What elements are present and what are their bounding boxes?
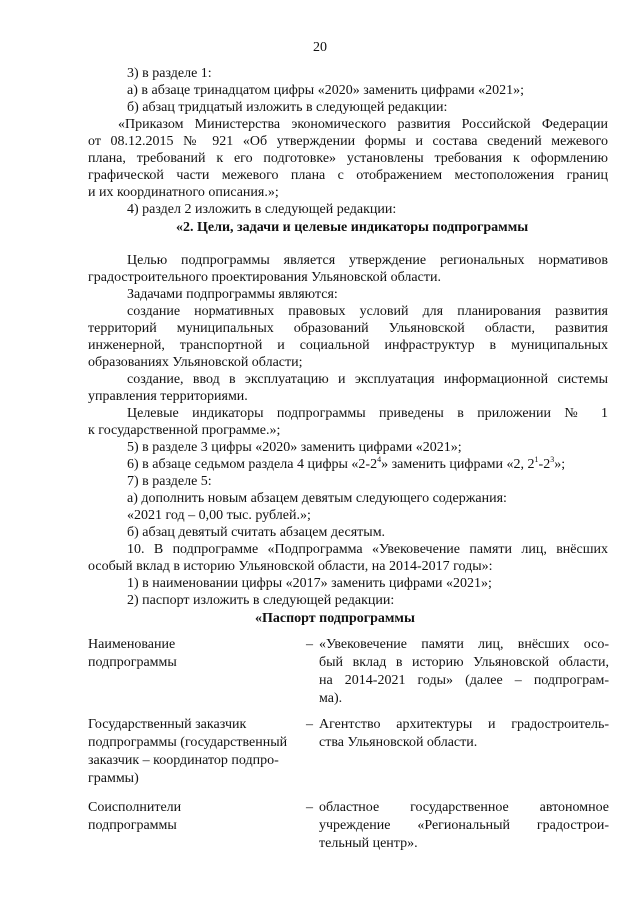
paragraph-line: и их координатного описания.»; <box>88 185 279 200</box>
row-value <box>319 636 609 708</box>
paragraph-line: «Приказом Министерства экономического развития Российской Федерации <box>118 117 608 132</box>
list-item <box>127 457 565 473</box>
paragraph-line: от 08.12.2015 № 921 «Об утверждении формы и состава сведений межевого <box>88 134 608 149</box>
value-line: Агентство архитектуры и градостроитель- <box>319 717 609 732</box>
row-label <box>88 716 308 788</box>
paragraph-line: Задачами подпрограммы являются: <box>127 287 338 302</box>
label-line: граммы) <box>88 771 139 786</box>
paragraph-line: образованиях Ульяновской области; <box>88 355 303 370</box>
list-item: б) абзац тридцатый изложить в следующей редакции: <box>127 100 448 115</box>
list-item: 1) в наименовании цифры «2017» заменить цифрами «2021»; <box>127 576 492 591</box>
dash: – <box>306 637 313 652</box>
list-item: 7) в разделе 5: <box>127 474 212 489</box>
row-value <box>319 799 609 853</box>
paragraph-line: Целью подпрограммы является утверждение региональных нормативов <box>127 253 608 268</box>
paragraph-line: создание, ввод в эксплуатацию и эксплуатация информационной системы <box>127 372 608 387</box>
label-line: подпрограммы <box>88 818 177 833</box>
label-line: подпрограммы (государственный <box>88 735 288 750</box>
value-line: областное государственное автономное <box>319 800 609 815</box>
paragraph-line: территорий муниципальных образований Ульяновской области, развития <box>88 321 608 336</box>
value-line: ства Ульяновской области. <box>319 735 478 750</box>
value-line: учреждение «Региональный градострои- <box>319 818 609 833</box>
row-label <box>88 636 303 672</box>
list-item: 2) паспорт изложить в следующей редакции: <box>127 593 395 608</box>
list-item: а) дополнить новым абзацем девятым следующего содержания: <box>127 491 507 506</box>
label-line: Государственный заказчик <box>88 717 247 732</box>
list-item: 3) в разделе 1: <box>127 66 212 81</box>
label-line: подпрограммы <box>88 655 177 670</box>
dash: – <box>306 717 313 732</box>
text-run: -2 <box>538 457 551 472</box>
text-run: 6) в абзаце седьмом раздела 4 цифры «2-2 <box>127 457 378 472</box>
quote-line: «2021 год – 0,00 тыс. рублей.»; <box>127 508 311 523</box>
paragraph-line: Целевые индикаторы подпрограммы приведены в приложении № 1 <box>127 406 608 421</box>
value-line: на 2014-2021 годы» (далее – подпрограм- <box>319 673 609 688</box>
label-line: Соисполнители <box>88 800 182 815</box>
list-item: а) в абзаце тринадцатом цифры «2020» заменить цифрами «2021»; <box>127 83 525 98</box>
section-heading: «Паспорт подпрограммы <box>255 611 415 626</box>
section-heading: «2. Цели, задачи и целевые индикаторы подпрограммы <box>176 220 529 235</box>
row-label <box>88 799 303 835</box>
paragraph-line: градостроительного проектирования Ульяновской области. <box>88 270 441 285</box>
paragraph-line: особый вклад в историю Ульяновской области, на 2014-2017 годы»: <box>88 559 493 574</box>
value-line: ма). <box>319 691 343 706</box>
paragraph-line: графической части межевого плана с отображением местоположения границ <box>88 168 608 183</box>
paragraph-line: плана, требований к его подготовке» установлены требования к оформлению <box>88 151 608 166</box>
value-line: тельный центр». <box>319 836 418 851</box>
list-item: 5) в разделе 3 цифры «2020» заменить цифрами «2021»; <box>127 440 462 455</box>
text-run: »; <box>554 457 566 472</box>
paragraph-line: к государственной программе.»; <box>88 423 281 438</box>
value-line: «Увековечение памяти лиц, внёсших осо- <box>319 637 609 652</box>
label-line: заказчик – координатор подпро- <box>88 753 279 768</box>
page-number: 20 <box>313 40 327 55</box>
label-line: Наименование <box>88 637 176 652</box>
superscript: 3 <box>550 455 555 464</box>
paragraph-line: создание нормативных правовых условий для планирования развития <box>127 304 608 319</box>
paragraph-line: управления территориями. <box>88 389 248 404</box>
text-run: » заменить цифрами «2, 2 <box>381 457 535 472</box>
paragraph-line: 10. В подпрограмме «Подпрограмма «Увековечение памяти лиц, внёсших <box>127 542 608 557</box>
dash: – <box>306 800 313 815</box>
list-item: б) абзац девятый считать абзацем десятым. <box>127 525 386 540</box>
list-item: 4) раздел 2 изложить в следующей редакции: <box>127 202 397 217</box>
row-value <box>319 716 609 752</box>
paragraph-line: инженерной, транспортной и социальной инфраструктур в муниципальных <box>88 338 608 353</box>
value-line: бый вклад в историю Ульяновской области, <box>319 655 609 670</box>
superscript: 4 <box>377 455 382 464</box>
superscript: 1 <box>534 455 539 464</box>
